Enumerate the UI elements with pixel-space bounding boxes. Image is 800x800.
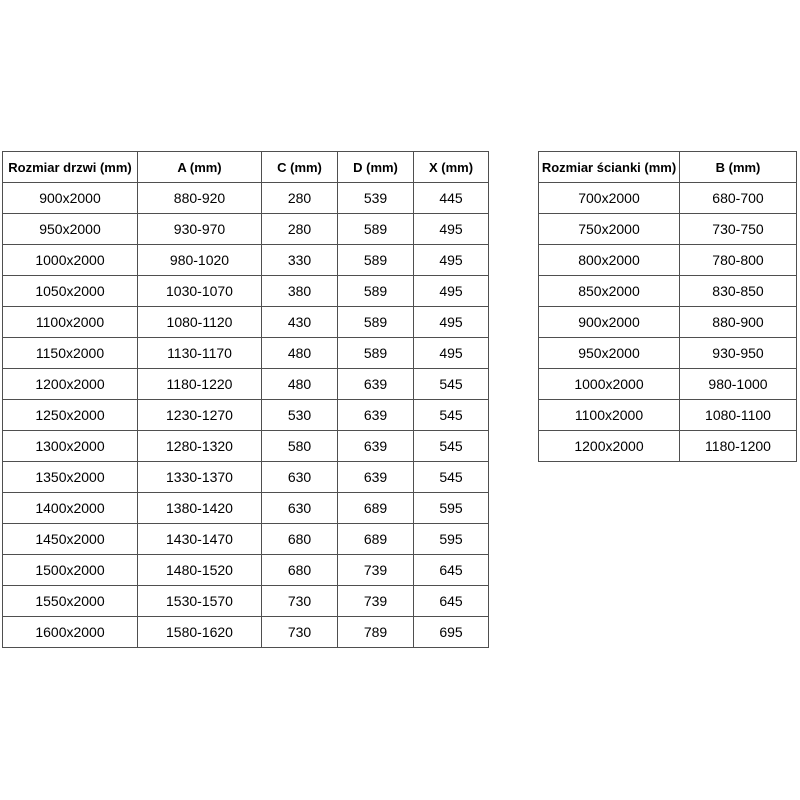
table-cell: 1530-1570: [138, 586, 262, 617]
table-cell: 589: [338, 214, 414, 245]
column-header: C (mm): [262, 152, 338, 183]
column-header: A (mm): [138, 152, 262, 183]
table-cell: 730-750: [680, 214, 797, 245]
table-row: [3, 493, 489, 524]
table-row: [3, 214, 489, 245]
table-row: [539, 245, 797, 276]
table-cell: 800x2000: [539, 245, 680, 276]
table-cell: 545: [414, 431, 489, 462]
table-cell: 1380-1420: [138, 493, 262, 524]
table-cell: 780-800: [680, 245, 797, 276]
column-header: D (mm): [338, 152, 414, 183]
table-row: [3, 369, 489, 400]
table-cell: 1550x2000: [3, 586, 138, 617]
table-cell: 980-1000: [680, 369, 797, 400]
table-cell: 639: [338, 462, 414, 493]
table-cell: 480: [262, 369, 338, 400]
table-cell: 739: [338, 555, 414, 586]
column-header: Rozmiar ścianki (mm): [539, 152, 680, 183]
table-cell: 1200x2000: [3, 369, 138, 400]
door-sizes-table: [2, 151, 489, 648]
table-row: [3, 338, 489, 369]
table-cell: 689: [338, 493, 414, 524]
table-cell: 789: [338, 617, 414, 648]
table-cell: 1180-1200: [680, 431, 797, 462]
table-cell: 595: [414, 524, 489, 555]
table-cell: 1500x2000: [3, 555, 138, 586]
header-row: [3, 152, 489, 183]
table-row: [3, 245, 489, 276]
table-cell: 589: [338, 338, 414, 369]
column-header: B (mm): [680, 152, 797, 183]
table-cell: 1250x2000: [3, 400, 138, 431]
table-cell: 1480-1520: [138, 555, 262, 586]
table-cell: 589: [338, 276, 414, 307]
table-cell: 580: [262, 431, 338, 462]
table-cell: 1230-1270: [138, 400, 262, 431]
table-row: [3, 524, 489, 555]
table-cell: 950x2000: [3, 214, 138, 245]
table-cell: 639: [338, 431, 414, 462]
table-cell: 1580-1620: [138, 617, 262, 648]
table-row: [3, 586, 489, 617]
table-cell: 900x2000: [539, 307, 680, 338]
table-row: [3, 307, 489, 338]
table-cell: 430: [262, 307, 338, 338]
table-cell: 950x2000: [539, 338, 680, 369]
table-cell: 630: [262, 493, 338, 524]
table-row: [539, 400, 797, 431]
table-cell: 1100x2000: [3, 307, 138, 338]
table-cell: 1450x2000: [3, 524, 138, 555]
table-cell: 539: [338, 183, 414, 214]
table-cell: 730: [262, 586, 338, 617]
table-cell: 595: [414, 493, 489, 524]
table-cell: 680: [262, 555, 338, 586]
table-cell: 1330-1370: [138, 462, 262, 493]
table-cell: 645: [414, 586, 489, 617]
table-row: [539, 369, 797, 400]
table-row: [3, 431, 489, 462]
table-cell: 639: [338, 369, 414, 400]
table-cell: 930-970: [138, 214, 262, 245]
table-row: [539, 307, 797, 338]
table-cell: 495: [414, 338, 489, 369]
table-cell: 880-920: [138, 183, 262, 214]
table-cell: 495: [414, 307, 489, 338]
table-cell: 1180-1220: [138, 369, 262, 400]
table-cell: 830-850: [680, 276, 797, 307]
table-cell: 530: [262, 400, 338, 431]
table-cell: 750x2000: [539, 214, 680, 245]
table-cell: 545: [414, 462, 489, 493]
table-cell: 680-700: [680, 183, 797, 214]
table-cell: 1050x2000: [3, 276, 138, 307]
table-cell: 330: [262, 245, 338, 276]
table-cell: 1030-1070: [138, 276, 262, 307]
table-cell: 1600x2000: [3, 617, 138, 648]
table-cell: 1280-1320: [138, 431, 262, 462]
table-cell: 700x2000: [539, 183, 680, 214]
table-cell: 1300x2000: [3, 431, 138, 462]
table-cell: 1100x2000: [539, 400, 680, 431]
table-cell: 1350x2000: [3, 462, 138, 493]
table-cell: 1400x2000: [3, 493, 138, 524]
table-cell: 680: [262, 524, 338, 555]
table-cell: 900x2000: [3, 183, 138, 214]
table-cell: 695: [414, 617, 489, 648]
table-cell: 730: [262, 617, 338, 648]
table-cell: 495: [414, 214, 489, 245]
table-cell: 1430-1470: [138, 524, 262, 555]
table-cell: 280: [262, 183, 338, 214]
table-cell: 589: [338, 307, 414, 338]
table-cell: 645: [414, 555, 489, 586]
table-cell: 1130-1170: [138, 338, 262, 369]
table-cell: 1080-1120: [138, 307, 262, 338]
table-row: [3, 555, 489, 586]
table-cell: 1000x2000: [3, 245, 138, 276]
table-row: [539, 183, 797, 214]
table-cell: 739: [338, 586, 414, 617]
table-cell: 1150x2000: [3, 338, 138, 369]
table-row: [3, 617, 489, 648]
table-cell: 380: [262, 276, 338, 307]
wall-panel-sizes-table: [538, 151, 797, 462]
table-cell: 639: [338, 400, 414, 431]
table-cell: 980-1020: [138, 245, 262, 276]
column-header: X (mm): [414, 152, 489, 183]
table-cell: 589: [338, 245, 414, 276]
table-cell: 1200x2000: [539, 431, 680, 462]
table-cell: 1080-1100: [680, 400, 797, 431]
table-row: [3, 183, 489, 214]
table-cell: 280: [262, 214, 338, 245]
table-cell: 480: [262, 338, 338, 369]
table-cell: 880-900: [680, 307, 797, 338]
table-cell: 495: [414, 245, 489, 276]
header-row: [539, 152, 797, 183]
table-cell: 689: [338, 524, 414, 555]
table-row: [3, 462, 489, 493]
table-row: [539, 276, 797, 307]
table-cell: 445: [414, 183, 489, 214]
table-cell: 495: [414, 276, 489, 307]
table-cell: 1000x2000: [539, 369, 680, 400]
table-cell: 850x2000: [539, 276, 680, 307]
table-cell: 545: [414, 400, 489, 431]
table-row: [539, 214, 797, 245]
table-row: [539, 338, 797, 369]
table-cell: 930-950: [680, 338, 797, 369]
table-row: [539, 431, 797, 462]
table-row: [3, 400, 489, 431]
table-cell: 545: [414, 369, 489, 400]
column-header: Rozmiar drzwi (mm): [3, 152, 138, 183]
table-row: [3, 276, 489, 307]
table-cell: 630: [262, 462, 338, 493]
